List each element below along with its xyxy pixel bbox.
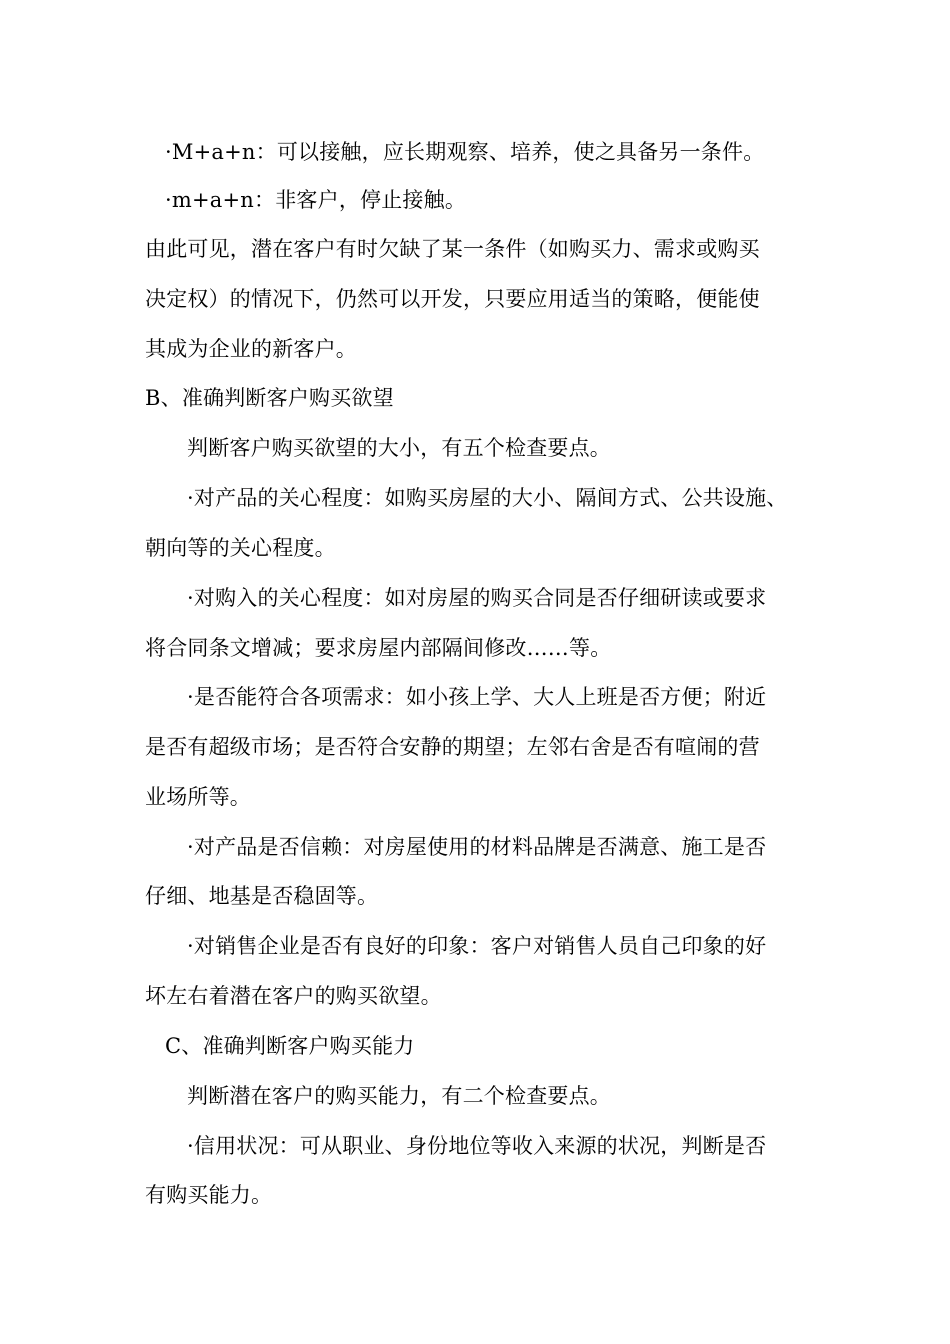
text-line: ·对购入的关心程度：如对房屋的购买合同是否仔细研读或要求 [187, 586, 767, 610]
section-heading: B、准确判断客户购买欲望 [145, 386, 394, 410]
text-line: 是否有超级市场；是否符合安静的期望；左邻右舍是否有喧闹的营 [145, 735, 760, 759]
text-line: ·M+a+n：可以接触，应长期观察、培养，使之具备另一条件。 [165, 140, 765, 164]
section-heading: C、准确判断客户购买能力 [165, 1034, 415, 1058]
text-line: ·信用状况：可从职业、身份地位等收入来源的状况，判断是否 [187, 1134, 767, 1158]
text-line: 朝向等的关心程度。 [145, 536, 336, 560]
text-line: 判断潜在客户的购买能力，有二个检查要点。 [187, 1084, 611, 1108]
text-line: 坏左右着潜在客户的购买欲望。 [145, 984, 442, 1008]
text-line: 由此可见，潜在客户有时欠缺了某一条件（如购买力、需求或购买 [145, 237, 760, 261]
text-line: ·对产品是否信赖：对房屋使用的材料品牌是否满意、施工是否 [187, 835, 767, 859]
text-line: ·是否能符合各项需求：如小孩上学、大人上班是否方便；附近 [187, 685, 767, 709]
text-line: 决定权）的情况下，仍然可以开发，只要应用适当的策略，便能使 [145, 287, 760, 311]
text-line: 业场所等。 [145, 785, 251, 809]
text-line: 仔细、地基是否稳固等。 [145, 884, 379, 908]
text-line: 其成为企业的新客户。 [145, 337, 357, 361]
text-line: ·对销售企业是否有良好的印象：客户对销售人员自己印象的好 [187, 934, 767, 958]
text-line: 有购买能力。 [145, 1183, 273, 1207]
text-line: ·m+a+n：非客户，停止接触。 [165, 188, 467, 212]
text-line: ·对产品的关心程度：如购买房屋的大小、隔间方式、公共设施、 [187, 486, 788, 510]
text-line: 判断客户购买欲望的大小，有五个检查要点。 [187, 436, 611, 460]
text-line: 将合同条文增减；要求房屋内部隔间修改……等。 [145, 636, 612, 660]
